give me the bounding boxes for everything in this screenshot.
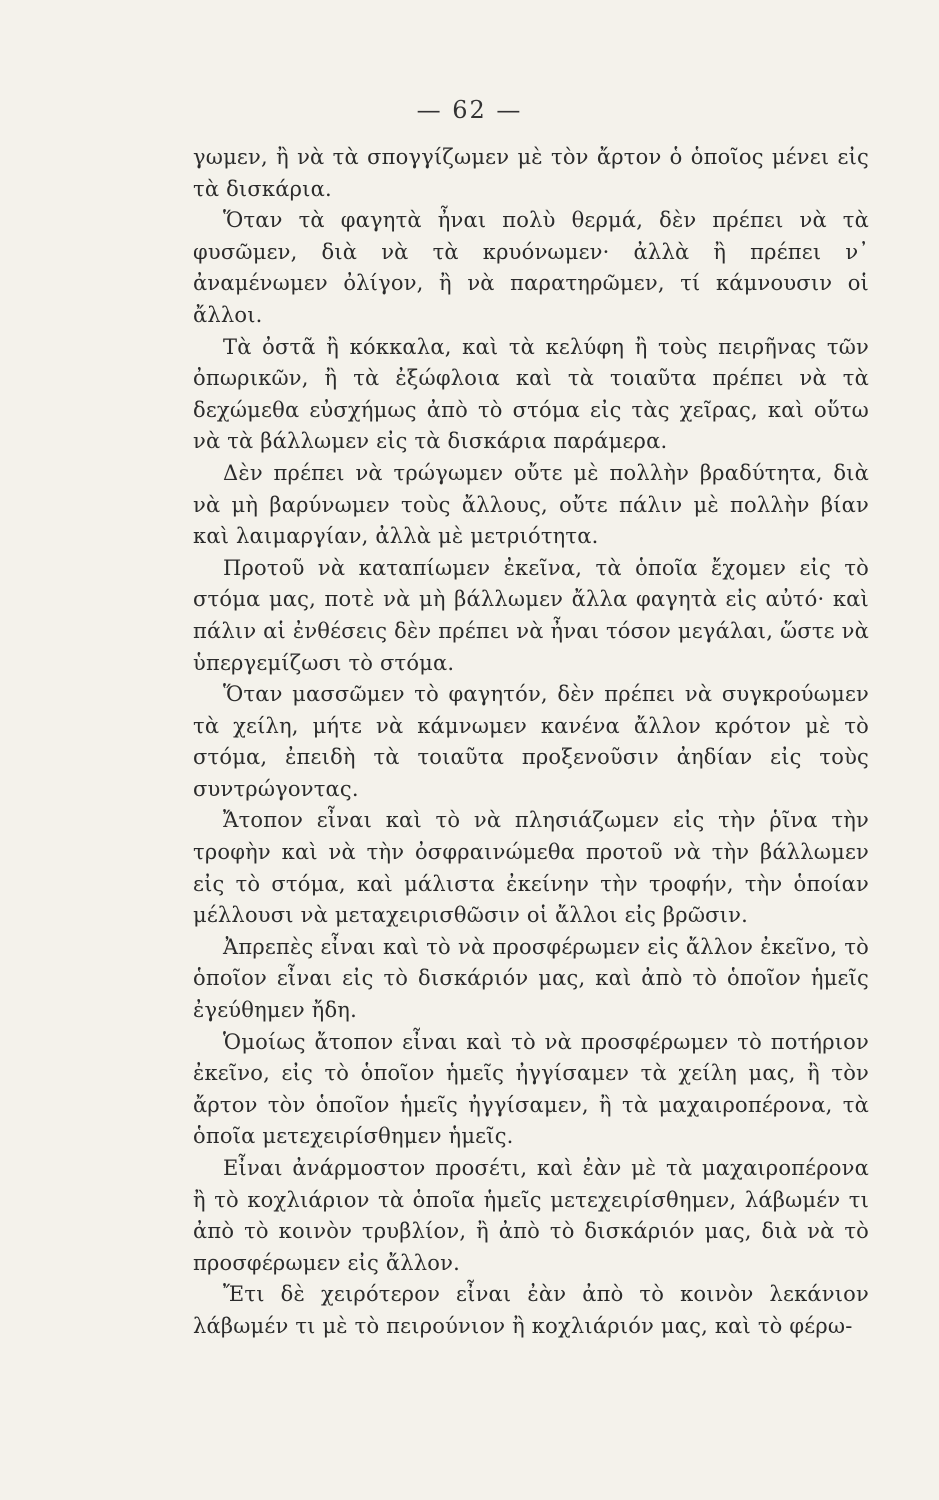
paragraph: Ἄτοπον εἶναι καὶ τὸ νὰ πλησιάζωμεν εἰς τὴν ῥῖνα τὴν τροφὴν καὶ νὰ τὴν ὀσφραινώμεθα προτοῦ νὰ τὴν βάλλωμεν εἰς τὸ στόμα, καὶ μάλιστα ἐκείνην τὴν τροφήν, τὴν ὁποίαν μέλλουσι νὰ μεταχειρισθῶσιν οἱ ἄλλοι εἰς βρῶσιν. [193, 808, 869, 928]
body-text [193, 142, 869, 1343]
paragraph: Ὅταν μασσῶμεν τὸ φαγητόν, δὲν πρέπει νὰ συγκρούωμεν τὰ χείλη, μήτε νὰ κάμνωμεν κανένα ἄλλον κρότον μὲ τὸ στόμα, ἐπειδὴ τὰ τοιαῦτα προξενοῦσιν ἀηδίαν εἰς τοὺς συντρώγοντας. [193, 682, 869, 801]
paragraph: Ἔτι δὲ χειρότερον εἶναι ἐὰν ἀπὸ τὸ κοινὸν λεκάνιον λάβωμέν τι μὲ τὸ πειρούνιον ἢ κοχλιάριόν μας, καὶ τὸ φέρω- [193, 1282, 869, 1338]
paragraph: Δὲν πρέπει νὰ τρώγωμεν οὔτε μὲ πολλὴν βραδύτητα, διὰ νὰ μὴ βαρύνωμεν τοὺς ἄλλους, οὔτε πάλιν μὲ πολλὴν βίαν καὶ λαιμαργίαν, ἀλλὰ μὲ μετριότητα. [193, 460, 869, 549]
paragraph: Τὰ ὀστᾶ ἢ κόκκαλα, καὶ τὰ κελύφη ἢ τοὺς πειρῆνας τῶν ὀπωρικῶν, ἢ τὰ ἐξώφλοια καὶ τὰ τοιαῦτα πρέπει νὰ τὰ δεχώμεθα εὐσχήμως ἀπὸ τὸ στόμα εἰς τὰς χεῖρας, καὶ οὕτω νὰ τὰ βάλλωμεν εἰς τὰ δισκάρια παράμερα. [193, 334, 869, 454]
paragraph: γωμεν, ἢ νὰ τὰ σπογγίζωμεν μὲ τὸν ἄρτον ὁ ὁποῖος μένει εἰς τὰ δισκάρια. [193, 145, 869, 201]
paragraph: Εἶναι ἀνάρμοστον προσέτι, καὶ ἐὰν μὲ τὰ μαχαιροπέρονα ἢ τὸ κοχλιάριον τὰ ὁποῖα ἡμεῖς μετεχειρίσθημεν, λάβωμέν τι ἀπὸ τὸ κοινὸν τρυβλίον, ἢ ἀπὸ τὸ δισκάριόν μας, διὰ νὰ τὸ προσφέρωμεν εἰς ἄλλον. [193, 1156, 869, 1275]
paragraph: Ὅταν τὰ φαγητὰ ἦναι πολὺ θερμά, δὲν πρέπει νὰ τὰ φυσῶμεν, διὰ νὰ τὰ κρυόνωμεν· ἀλλὰ ἢ πρέπει ν᾽ ἀναμένωμεν ὀλίγον, ἢ νὰ παρατηρῶμεν, τί κάμνουσιν οἱ ἄλλοι. [193, 208, 869, 327]
paragraph: Ἀπρεπὲς εἶναι καὶ τὸ νὰ προσφέρωμεν εἰς ἄλλον ἐκεῖνο, τὸ ὁποῖον εἶναι εἰς τὸ δισκάριόν μας, καὶ ἀπὸ τὸ ὁποῖον ἡμεῖς ἐγεύθημεν ἤδη. [193, 934, 869, 1023]
paragraph: Προτοῦ νὰ καταπίωμεν ἐκεῖνα, τὰ ὁποῖα ἔχομεν εἰς τὸ στόμα μας, ποτὲ νὰ μὴ βάλλωμεν ἄλλα φαγητὰ εἰς αὐτό· καὶ πάλιν αἱ ἐνθέσεις δὲν πρέπει νὰ ἦναι τόσον μεγάλαι, ὥστε νὰ ὑπεργεμίζωσι τὸ στόμα. [193, 555, 869, 675]
paragraph: Ὁμοίως ἄτοπον εἶναι καὶ τὸ νὰ προσφέρωμεν τὸ ποτήριον ἐκεῖνο, εἰς τὸ ὁποῖον ἡμεῖς ἠγγίσαμεν τὰ χείλη μας, ἢ τὸν ἄρτον τὸν ὁποῖον ἡμεῖς ἠγγίσαμεν, ἢ τὰ μαχαιροπέρονα, τὰ ὁποῖα μετεχειρίσθημεν ἡμεῖς. [193, 1029, 869, 1149]
page-number: — 62 — [416, 96, 523, 124]
